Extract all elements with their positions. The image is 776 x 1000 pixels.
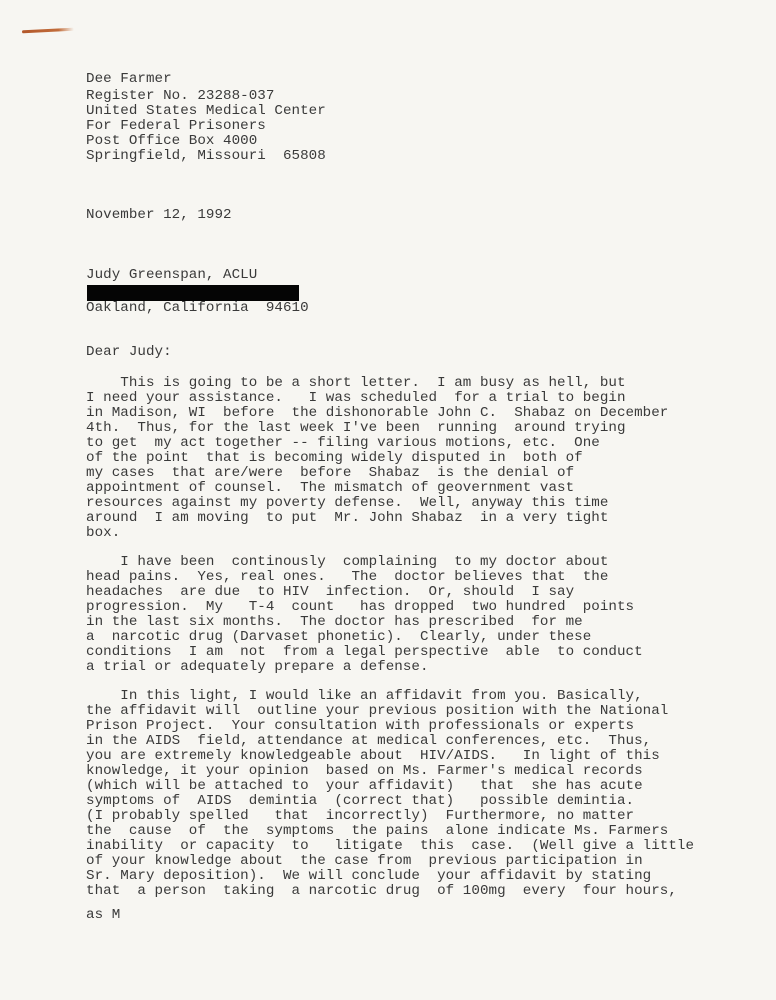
sender-po-box: Post Office Box 4000 — [86, 133, 258, 149]
paragraph-line: box. — [86, 525, 121, 541]
paragraph-line: in the AIDS field, attendance at medical conferences, etc. Thus, — [86, 733, 652, 749]
paragraph-line: you are extremely knowledgeable about HIV/AIDS. In light of this — [86, 748, 660, 764]
paragraph-line: resources against my poverty defense. Well, anyway this time — [86, 495, 609, 511]
paragraph-line: conditions I am not from a legal perspective able to conduct — [86, 644, 643, 660]
sender-city: Springfield, Missouri 65808 — [86, 148, 326, 164]
paragraph-line: This is going to be a short letter. I am busy as hell, but — [86, 375, 626, 391]
paragraph-line: a narcotic drug (Darvaset phonetic). Clearly, under these — [86, 629, 592, 645]
paragraph-line: to get my act together -- filing various motions, etc. One — [86, 435, 600, 451]
paragraph-line: of the point that is becoming widely disputed in both of — [86, 450, 583, 466]
paragraph-line: of your knowledge about the case from previous participation in — [86, 853, 643, 869]
sender-institution-1: United States Medical Center — [86, 103, 326, 119]
paragraph-line: that a person taking a narcotic drug of 100mg every four hours, — [86, 883, 677, 899]
pencil-mark — [22, 28, 74, 34]
paragraph-line: inability or capacity to litigate this case. (Well give a little — [86, 838, 695, 854]
sender-register: Register No. 23288-037 — [86, 88, 275, 104]
redaction-bar — [87, 285, 299, 301]
paragraph-line: (which will be attached to your affidavit) that she has acute — [86, 778, 643, 794]
letter-date: November 12, 1992 — [86, 207, 232, 223]
paragraph-line: the cause of the symptoms the pains alone indicate Ms. Farmers — [86, 823, 669, 839]
paragraph-line: I have been continously complaining to my doctor about — [86, 554, 609, 570]
paragraph-line: my cases that are/were before Shabaz is the denial of — [86, 465, 575, 481]
sender-institution-2: For Federal Prisoners — [86, 118, 266, 134]
paragraph-line: a trial or adequately prepare a defense. — [86, 659, 429, 675]
recipient-name: Judy Greenspan, ACLU — [86, 267, 258, 283]
paragraph-line: in the last six months. The doctor has prescribed for me — [86, 614, 583, 630]
paragraph-line: (I probably spelled that incorrectly) Furthermore, no matter — [86, 808, 635, 824]
salutation: Dear Judy: — [86, 344, 172, 360]
paragraph-line: around I am moving to put Mr. John Shabaz in a very tight — [86, 510, 609, 526]
paragraph-line: knowledge, it your opinion based on Ms. Farmer's medical records — [86, 763, 643, 779]
paragraph-line: I need your assistance. I was scheduled for a trial to begin — [86, 390, 626, 406]
paragraph-line: In this light, I would like an affidavit from you. Basically, — [86, 688, 643, 704]
paragraph-line: head pains. Yes, real ones. The doctor believes that the — [86, 569, 609, 585]
paragraph-line: 4th. Thus, for the last week I've been running around trying — [86, 420, 626, 436]
paragraph-line: in Madison, WI before the dishonorable John C. Shabaz on December — [86, 405, 669, 421]
sender-name: Dee Farmer — [86, 71, 172, 87]
paragraph-line: Prison Project. Your consultation with professionals or experts — [86, 718, 635, 734]
continuation-text: as M — [86, 907, 121, 923]
paragraph-line: appointment of counsel. The mismatch of geovernment vast — [86, 480, 575, 496]
paragraph-line: symptoms of AIDS demintia (correct that) possible demintia. — [86, 793, 635, 809]
recipient-city: Oakland, California 94610 — [86, 300, 309, 316]
paragraph-line: the affidavit will outline your previous position with the National — [86, 703, 669, 719]
paragraph-line: headaches are due to HIV infection. Or, should I say — [86, 584, 575, 600]
paragraph-line: Sr. Mary deposition). We will conclude your affidavit by stating — [86, 868, 652, 884]
paragraph-line: progression. My T-4 count has dropped two hundred points — [86, 599, 635, 615]
